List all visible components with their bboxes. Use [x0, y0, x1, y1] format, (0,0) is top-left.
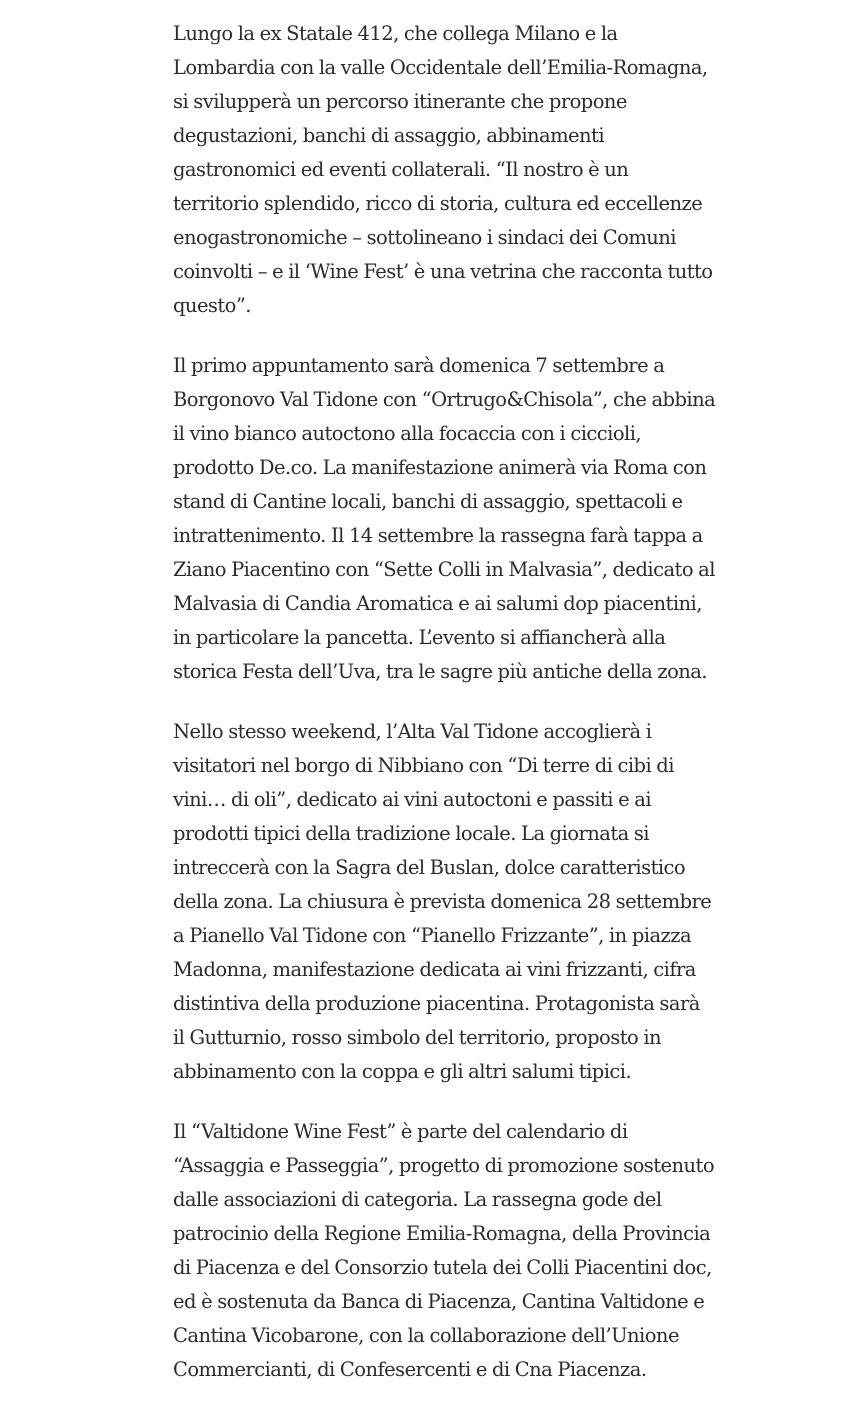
- text-line: patrocinio della Regione Emilia-Romagna, della Provincia: [173, 1222, 711, 1245]
- text-line: “Assaggia e Passeggia”, progetto di promozione sostenuto: [173, 1154, 715, 1177]
- text-line: Madonna, manifestazione dedicata ai vini frizzanti, cifra: [173, 958, 696, 981]
- text-line: degustazioni, banchi di assaggio, abbinamenti: [173, 124, 605, 147]
- text-line: gastronomici ed eventi collaterali. “Il nostro è un: [173, 158, 629, 181]
- text-line: visitatori nel borgo di Nibbiano con “Di terre di cibi di: [173, 754, 674, 777]
- text-line: Il “Valtidone Wine Fest” è parte del calendario di: [173, 1120, 628, 1143]
- text-line: Ziano Piacentino con “Sette Colli in Malvasia”, dedicato al: [173, 558, 715, 581]
- text-line: stand di Cantine locali, banchi di assaggio, spettacoli e: [173, 490, 683, 513]
- text-line: Cantina Vicobarone, con la collaborazione dell’Unione: [173, 1324, 679, 1347]
- text-line: il Gutturnio, rosso simbolo del territorio, proposto in: [173, 1026, 662, 1049]
- paragraph-route-intro: [173, 17, 751, 323]
- text-line: di Piacenza e del Consorzio tutela dei Colli Piacentini doc,: [173, 1256, 712, 1279]
- text-line: ed è sostenuta da Banca di Piacenza, Cantina Valtidone e: [173, 1290, 705, 1313]
- text-line: si svilupperà un percorso itinerante che propone: [173, 90, 627, 113]
- text-line: territorio splendido, ricco di storia, cultura ed eccellenze: [173, 192, 703, 215]
- text-line: Malvasia di Candia Aromatica e ai salumi dop piacentini,: [173, 592, 702, 615]
- text-line: Lombardia con la valle Occidentale dell’Emilia-Romagna,: [173, 56, 708, 79]
- text-line: intrattenimento. Il 14 settembre la rassegna farà tappa a: [173, 524, 703, 547]
- text-line: della zona. La chiusura è prevista domenica 28 settembre: [173, 890, 712, 913]
- text-line: dalle associazioni di categoria. La rassegna gode del: [173, 1188, 662, 1211]
- paragraph-later-events: [173, 715, 751, 1089]
- text-line: Borgonovo Val Tidone con “Ortrugo&Chisola”, che abbina: [173, 388, 716, 411]
- text-line: intreccerà con la Sagra del Buslan, dolce caratteristico: [173, 856, 686, 879]
- text-line: Lungo la ex Statale 412, che collega Milano e la: [173, 22, 618, 45]
- text-line: storica Festa dell’Uva, tra le sagre più antiche della zona.: [173, 660, 708, 683]
- text-line: Il primo appuntamento sarà domenica 7 settembre a: [173, 354, 665, 377]
- text-line: Commercianti, di Confesercenti e di Cna Piacenza.: [173, 1358, 647, 1381]
- text-line: Nello stesso weekend, l’Alta Val Tidone accoglierà i: [173, 720, 652, 743]
- article-body: [173, 17, 751, 1413]
- text-line: a Pianello Val Tidone con “Pianello Frizzante”, in piazza: [173, 924, 692, 947]
- text-line: prodotto De.co. La manifestazione animerà via Roma con: [173, 456, 707, 479]
- text-line: vini… di oli”, dedicato ai vini autoctoni e passiti e ai: [173, 788, 652, 811]
- paragraph-first-events: [173, 349, 751, 689]
- text-line: in particolare la pancetta. L’evento si affiancherà alla: [173, 626, 666, 649]
- paragraph-sponsors: [173, 1115, 751, 1387]
- text-line: prodotti tipici della tradizione locale. La giornata si: [173, 822, 649, 845]
- text-line: abbinamento con la coppa e gli altri salumi tipici.: [173, 1060, 632, 1083]
- text-line: enogastronomiche – sottolineano i sindaci dei Comuni: [173, 226, 676, 249]
- text-line: coinvolti – e il ‘Wine Fest’ è una vetrina che racconta tutto: [173, 260, 713, 283]
- text-line: il vino bianco autoctono alla focaccia con i ciccioli,: [173, 422, 642, 445]
- text-line: distintiva della produzione piacentina. Protagonista sarà: [173, 992, 700, 1015]
- text-line: questo”.: [173, 294, 251, 317]
